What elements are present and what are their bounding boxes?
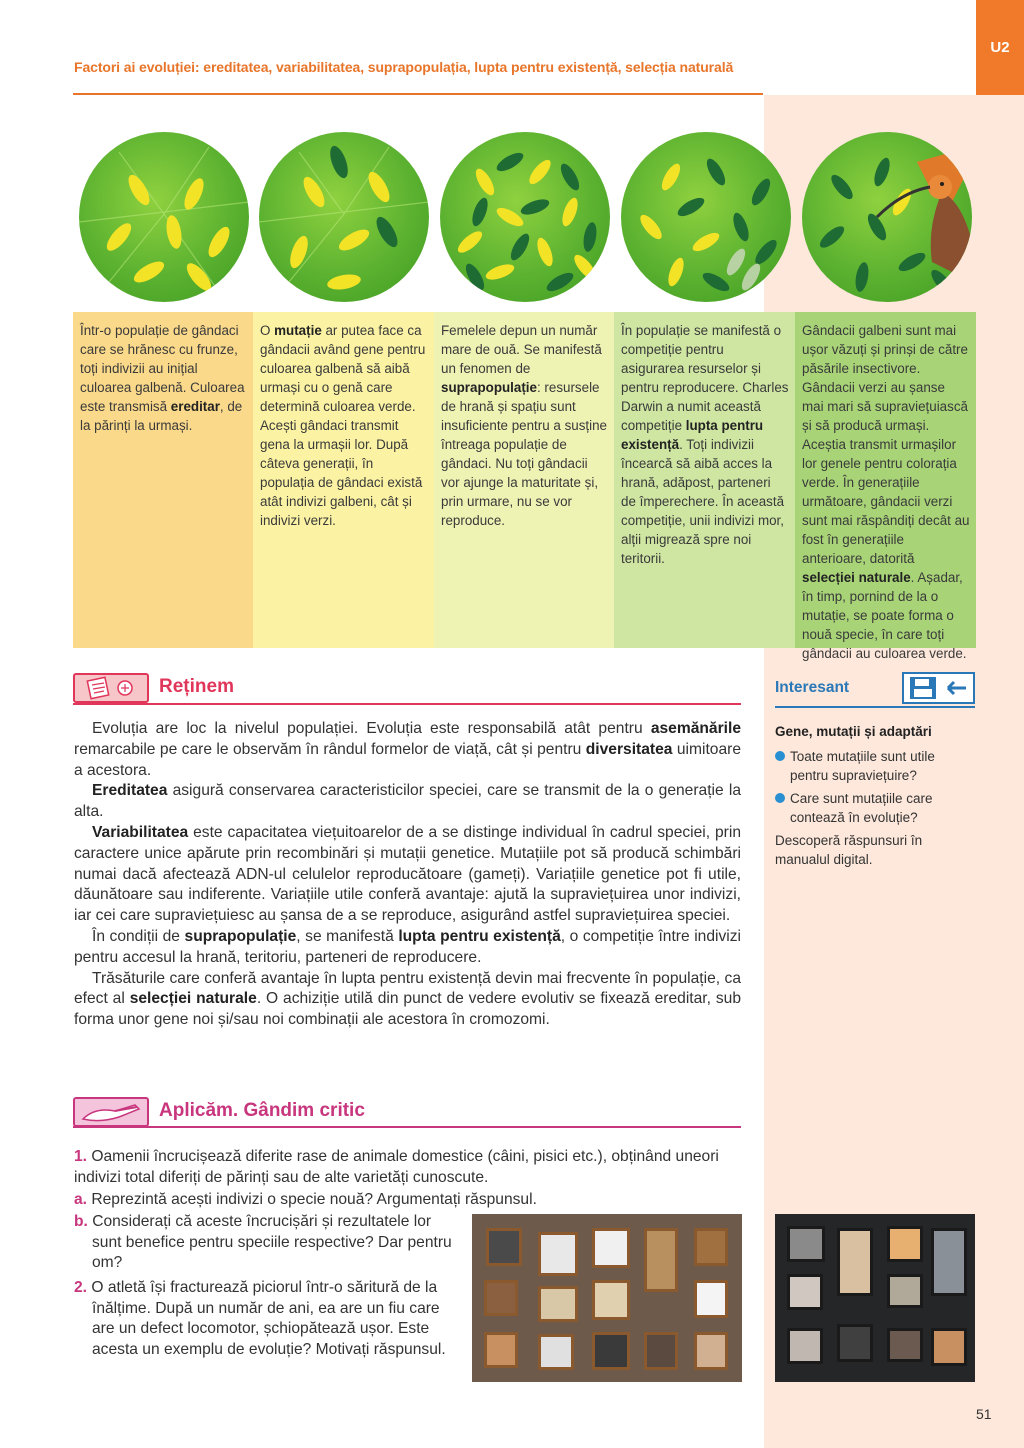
cat-portrait: [887, 1274, 923, 1308]
cat-portrait: [931, 1328, 967, 1366]
cat-breeds-photo: [775, 1214, 975, 1382]
stage-text-struggle: În populație se manifestă o competiție pentru asigurarea resurselor și pentru reproducere. Charles Darwin a numit această competiție lupta pentru existență. Toți indivizii încearcă să aibă acces la hrană, adăpost, parteneri de împerechere. În această competiție, unii indivizi mor, alții migrează spre noi teritorii.: [614, 312, 795, 648]
stage-text-overpopulation: Femelele depun un număr mare de ouă. Se manifestă un fenomen de suprapopulație: resursele de hrană și spațiu sunt insuficiente pentru a susține întreaga populație de gândaci. Nu toți gândacii vor ajunge la maturitate și, prin urmare, nu se vor reproduce.: [434, 312, 615, 648]
list-item: Toate mutațiile sunt utile pentru supraviețuire?: [775, 747, 970, 785]
header-divider: [73, 93, 763, 95]
paragraph: Ereditatea asigură conservarea caracteristicilor speciei, care se transmit de la o generație la alta.: [74, 782, 741, 821]
paragraph: Evoluția are loc la nivelul populației. Evoluția este responsabilă atât pentru asemănările remarcabile pe care le observăm în rândul formelor de viață, cât și pentru diversitatea uimitoare a acestora.: [74, 720, 741, 779]
interesant-footer: Descoperă răspunsuri în manualul digital.: [775, 833, 923, 867]
interesant-divider: [775, 706, 975, 708]
dog-portrait: [484, 1332, 518, 1368]
dog-portrait: [538, 1232, 578, 1276]
illustration-stage-5: [802, 132, 972, 302]
interesant-title: Interesant: [775, 679, 850, 696]
leaf-beetles-selection-illustration: [802, 132, 972, 302]
question-2: 2. O atletă își fracturează piciorul într-o săritură de la înălțime. După un număr de ani, ea are un fiu care are un defect locomotor, șchiopătează ușor. Este acesta un exemplu de evoluție? Motivați răspunsul.: [74, 1279, 446, 1358]
cat-portrait: [787, 1226, 825, 1262]
cat-portrait: [787, 1274, 823, 1310]
paragraph: În condiții de suprapopulație, se manifestă lupta pentru existență, o competiție între indivizi pentru accesul la hrană, teritoriu, parteneri de reproducere.: [74, 927, 742, 966]
bullet-icon: [775, 793, 785, 803]
page-title: Factori ai evoluției: ereditatea, variabilitatea, suprapopulația, lupta pentru existență, selecția naturală: [74, 59, 734, 75]
retinem-title: Reținem: [159, 676, 234, 697]
leaf-beetles-yellow-illustration: [79, 132, 249, 302]
cat-portrait: [887, 1226, 923, 1262]
paragraph: Trăsăturile care conferă avantaje în lupta pentru existență devin mai frecvente în populație, ca efect al selecției naturale. O achiziție utilă din punct de vedere evolutiv se fixează ereditar, sub forma unor gene noi și/sau noi combinații ale acestora în cromozomi.: [74, 969, 741, 1029]
illustration-stage-1: [79, 132, 249, 302]
illustration-stage-2: [259, 132, 429, 302]
dog-portrait: [592, 1228, 630, 1268]
question-1b: b. Considerați că aceste încrucișări și rezultatele lor sunt benefice pentru speciile respective? Dar pentru om?: [74, 1213, 452, 1272]
leaf-beetles-struggle-illustration: [621, 132, 791, 302]
question-1a: a. Reprezintă acești indivizi o specie nouă? Argumentați răspunsul.: [74, 1191, 537, 1208]
interesant-list: [775, 747, 970, 869]
leaf-beetles-mutation-illustration: [259, 132, 429, 302]
dog-portrait: [592, 1332, 630, 1370]
dog-portrait: [694, 1332, 728, 1370]
dog-portrait: [538, 1334, 574, 1370]
question-1: 1. Oamenii încrucișează diferite rase de animale domestice (câini, pisici etc.), obținând uneori indivizi total diferiți de părinți sau de alte varietăți cunoscute.: [74, 1148, 719, 1186]
stage-text-mutation: O mutație ar putea face ca gândacii având gene pentru culoarea galbenă să aibă urmași cu o genă care determină culoarea verde. Acești gândaci transmit gena la urmașii lor. După câteva generații, în populația de gândaci există atât indivizi galbeni, cât și indivizi verzi.: [253, 312, 434, 648]
pencil-hand-icon: [73, 1097, 149, 1127]
retinem-divider: [73, 703, 741, 705]
cat-portrait: [887, 1328, 923, 1362]
paragraph: Variabilitatea este capacitatea viețuitoarelor de a se distinge individual în cadrul speciei, prin caractere unice apărute prin recombinări și mutații genetice. Mutațiile pot să producă schimbări numai dacă afectează ADN-ul celulelor reproducătoare (gameți). Variațiile genetice pot fi utile, dăunătoare sau indiferente. Variațiile utile conferă avantaje: ajută la supraviețuirea unor indivizi, iar cei care supraviețuiesc au șansa de a se reproduce, asigurând astfel supraviețuirea speciei.: [74, 823, 741, 925]
save-disk-arrow-icon: [902, 672, 975, 704]
notes-icon: [73, 673, 149, 703]
aplicam-divider: [73, 1126, 741, 1128]
list-item: Care sunt mutațiile care contează în evoluție?: [775, 789, 970, 827]
stage-text-selection: Gândacii galbeni sunt mai ușor văzuți și prinși de către păsările insectivore. Gândacii verzi au șanse mai mari să supraviețuiască și să producă urmași. Aceștia transmit urmașilor lor genele pentru colorația verde. În generațiile următoare, gândacii verzi sunt mai răspândiți decât au fost în generațiile anterioare, datorită selecției naturale. Așadar, în timp, pornind de la o mutație, se poate forma o nouă specie, în care toți gândacii au culoarea verde.: [795, 312, 976, 648]
dog-portrait: [694, 1280, 728, 1318]
cat-portrait: [787, 1328, 823, 1364]
hoopoe-bird-drawing: [877, 152, 972, 282]
retinem-body: [74, 719, 741, 1031]
cat-portrait: [837, 1324, 873, 1362]
unit-tab: U2: [976, 0, 1024, 95]
bullet-icon: [775, 751, 785, 761]
page-number: 51: [976, 1406, 992, 1422]
dog-portrait: [486, 1228, 522, 1266]
stage-text-heredity: Într-o populație de gândaci care se hrănesc cu frunze, toți indivizii au inițial culoarea galbenă. Culoarea este transmisă ereditar, de la părinți la urmași.: [73, 312, 254, 648]
illustration-stage-4: [621, 132, 791, 302]
dog-portrait: [538, 1286, 578, 1322]
leaf-beetles-overpopulation-illustration: [440, 132, 610, 302]
aplicam-title: Aplicăm. Gândim critic: [159, 1100, 365, 1121]
dog-breeds-photo: [472, 1214, 742, 1382]
illustration-stage-3: [440, 132, 610, 302]
dog-portrait: [694, 1228, 728, 1266]
dog-portrait: [644, 1228, 678, 1292]
cat-portrait: [837, 1228, 873, 1296]
interesant-subtitle: Gene, mutații și adaptări: [775, 724, 932, 739]
dog-portrait: [644, 1332, 678, 1370]
dog-portrait: [484, 1280, 518, 1316]
cat-portrait: [931, 1228, 967, 1296]
dog-portrait: [592, 1280, 630, 1320]
